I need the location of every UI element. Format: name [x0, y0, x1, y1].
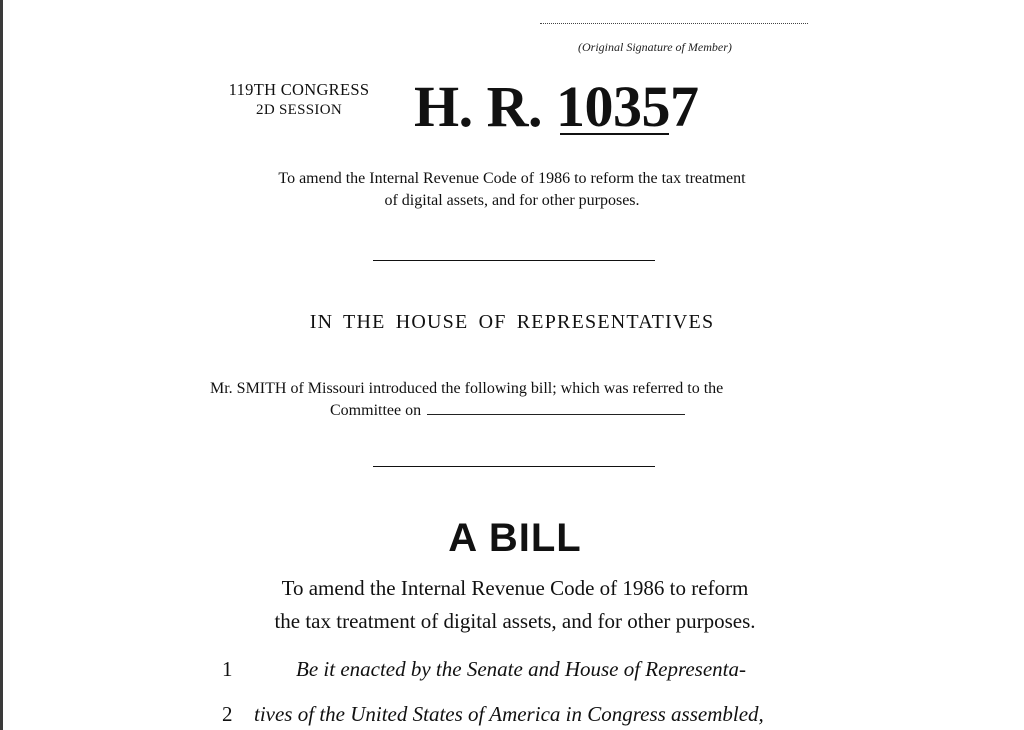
signature-caption: (Original Signature of Member) — [578, 40, 732, 54]
long-title — [200, 572, 830, 638]
long-title-line-1: To amend the Internal Revenue Code of 1986 to reform — [281, 576, 749, 600]
introduction-line-1: Mr. SMITH of Missouri introduced the following bill; which was referred to the — [210, 380, 724, 397]
divider-rule-bottom — [373, 466, 655, 467]
enacting-clause-line — [222, 655, 832, 683]
divider-rule-top — [373, 260, 655, 261]
introduction-line-2 — [210, 400, 820, 422]
congress-label: 119TH CONGRESS — [228, 80, 370, 99]
committee-label: Committee on — [330, 402, 422, 419]
short-title-line-2: of digital assets, and for other purposes. — [384, 192, 640, 209]
bill-designation — [414, 72, 699, 142]
bill-number: 10357 — [556, 74, 699, 139]
line-number: 1 — [222, 657, 233, 681]
short-title-line-1: To amend the Internal Revenue Code of 1986 to reform the tax treatment — [278, 170, 746, 187]
long-title-line-2: the tax treatment of digital assets, and for other purposes. — [274, 609, 756, 633]
enacting-clause-text: Be it enacted by the Senate and House of Representa- — [296, 657, 746, 681]
line-number: 2 — [222, 702, 233, 726]
enacting-clause-line — [222, 700, 832, 728]
session-label: 2D SESSION — [256, 102, 342, 118]
short-title — [200, 168, 824, 212]
committee-blank-line — [427, 400, 685, 415]
enacting-clause-text: tives of the United States of America in Congress assembled, — [254, 702, 764, 726]
introduction-statement — [210, 378, 820, 422]
signature-line — [540, 23, 808, 24]
bill-heading: A BILL — [448, 516, 582, 560]
bill-prefix: H. R. — [414, 74, 542, 139]
congress-session-block — [214, 80, 384, 120]
chamber-heading: IN THE HOUSE OF REPRESENTATIVES — [309, 311, 715, 333]
page-left-border — [0, 0, 3, 730]
